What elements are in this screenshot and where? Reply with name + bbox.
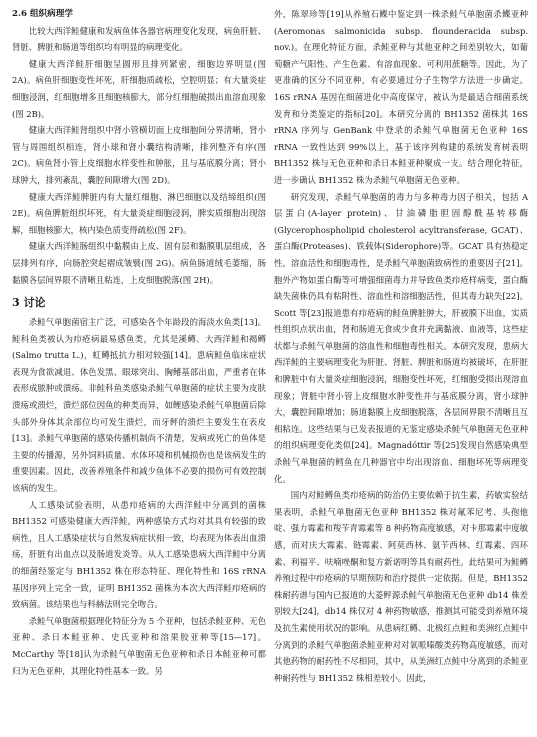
paragraph: 杀鲑气单胞菌宿主广泛，可感染各个年龄段的海淡水鱼类[13]。鲑科鱼类被认为疖疮病最易感鱼类，尤其是溪鳟、大西洋鲑和褐鳟(Salmo trutta L.)，虹鳟抵抗力相对较强[14]。患病鲑鱼临床症状表现为食欲减退、体色发黑、眼球突出、胸鳍基部出血，严重者在体表形成脓肿或溃疡。非鲑科鱼类感染杀鲑气单胞菌的症状主要为皮肤溃疡或溃烂，溃烂部位因鱼的种类而异，如鲤感染杀鲑气单胞菌后除头部外身体其余部位均可发生溃烂，而牙鲆的溃烂主要发生在表皮[13]。杀鲑气单胞菌的感染传播机制尚不清楚，发病或死亡的鱼体是主要的传播源，另外饲料质量、水体环境和机械损伤也是该病发生的重要因素。因此，改善养殖条件和减少鱼体不必要的损伤可有效控制该病的发生。	[12, 317, 266, 494]
paragraph: 健康大西洋鲑肝细胞呈圆形且排列紧密，细胞边界明显(图 2A)。病鱼肝细胞变性坏死，肝细胞质疏松，空腔明显；有大量炎症细胞浸润，红细胞增多且细胞核膨大，部分红细胞破损出血溶血现象(图 2B)。	[12, 58, 266, 119]
paragraph: 人工感染试验表明，从患疖疮病的大西洋鲑中分离到的菌株 BH1352 可感染健康大西洋鲑，两种感染方式均对其具有较强的致病性，且人工感染症状与自然发病症状相一致，均表现为体表出血溃疡，肝脏有出血点以及肠道发炎等。从人工感染患病大西洋鲑中分离的细菌经鉴定与 BH1352 株在形态特征、理化特性和 16S rRNA 基因序列上完全一致，证明 BH1352 菌株为本次大西洋鲑疖疮病的致病菌。该结果也与科赫法则完全吻合。	[12, 499, 266, 610]
paragraph: 外，陈翠珍等[19]从养殖石鲽中鉴定到一株杀鲑气单胞菌杀鲽亚种(Aeromonas salmonicida subsp. flounderacida subsp. nov.)。在理化特征方面，杀鲑亚种与其他亚种之间差别较大，如葡萄糖产气阳性、产生色素、有溶血现象、可利用蔗糖等。因此，为了更准确的区分不同亚种，有必要通过分子生物学方法进一步确定。16S rRNA 基因在细菌进化中高度保守，被认为是最适合细菌系统发育和分类鉴定的指标[20]。本研究分离的 BH1352 菌株其 16S rRNA 序列与 GenBank 中登录的杀鲑气单胞菌无色亚种 16S rRNA 一致性达到 99%以上，基于该序列构建的系统发育树表明 BH1352 株与无色亚种和杀日本鲑亚种聚成一支。结合理化特征，进一步确认 BH1352 株为杀鲑气单胞菌无色亚种。	[274, 9, 528, 185]
paragraph: 比较大西洋鲑健康和发病鱼体各器官病理变化发现，病鱼肝脏、肾脏、脾脏和肠道等组织均有明显的病理变化。	[12, 25, 266, 53]
section-heading-discussion: 3 讨论	[12, 296, 46, 310]
paragraph: 研究发现，杀鲑气单胞菌的毒力与多种毒力因子相关，包括 A 层蛋白(A-layer protein)、甘油磷脂胆固醇酰基转移酶(Glycerophospholipid cholesterol acyltransferase, GCAT)、蛋白酶(Proteases)、铁载体(Siderophore)等。GCAT 具有热稳定性，溶血活性和细胞毒性，是杀鲑气单胞菌致病性的重要因子[21]。胞外产物如蛋白酶等可增强细菌毒力并导致鱼类疖疮样病变，蛋白酶缺失菌株仍具有粘附性、溶血性和溶细胞活性，但其毒力缺失[22]。Scott 等[23]报道患有疖疮病的鲑鱼脾脏肿大，肝被膜下出血，实质性组织点状出血，肾和肠道无食或少食并充满黏液、血液等，这些症状都与杀鲑气单胞菌的溶血性和细胞毒性相关。本研究发现，患病大西洋鲑的主要病理变化为肝脏、肾脏、脾脏和肠道均被破坏，在肝脏和脾脏中有大量炎症细胞浸润，细胞变性坏死，红细胞受损出现溶血现象；肾脏中肾小管上皮细胞水肿变性并与基底膜分离，肾小球肿大，囊腔间隙增加；肠道黏膜上皮细胞脱落，各层间界限不清晰且互相粘连。这些结果与已发表报道的无鉴定感染杀鲑气单胞菌无色亚种的组织病理变化类似[24]。Magnadóttir 等[25]发现自然感染典型杀鲑气单胞菌的鳕鱼在几种器官中均出现溶血、细胞坏死等病理变化。	[274, 191, 528, 484]
paragraph: 健康大西洋鲑肠组织中黏膜由上皮、固有层和黏膜肌层组成，各层排列有序，向肠腔突起褶成皱襞(图 2G)。病鱼肠道绒毛萎缩，肠黏膜各层间界限不清晰且粘连，上皮细胞脱落(图 2H)。	[12, 241, 266, 285]
left-column	[12, 6, 266, 679]
paragraph: 杀鲑气单胞菌根据理化特征分为 5 个亚种，包括杀鲑亚种、无色亚种、杀日本鲑亚种、史氏亚种和溶果胶亚种等[15—17]。McCarthy 等[18]认为杀鲑气单胞菌无色亚种和杀日本鲑亚种可都归为无色亚种，其理化特性基本一致。另	[12, 615, 266, 676]
paragraph: 健康大西洋鲑脾脏内有大量红细胞、淋巴细胞以及结缔组织(图 2E)。病鱼脾脏组织坏死，有大量炎症细胞浸润，脾实质细胞出现溶解，细胞核膨大，核内染色质变得疏松(图 2F)。	[12, 191, 266, 235]
paragraph: 健康大西洋鲑肾组织中肾小管横切面上皮细胞间分界清晰，肾小管与周围组织相连，肾小球和肾小囊结构清晰，排列整齐有序(图 2C)。病鱼肾小管上皮细胞水样变性和肿胀，且与基底膜分离；肾小球肿大，排列紊乱，囊腔间隙增大(图 2D)。	[12, 125, 266, 185]
subsection-heading-histopathology: 2.6 组织病理学	[12, 9, 73, 19]
right-column	[274, 6, 528, 686]
paragraph: 国内对鲑鳟鱼类疖疮病的防治仍主要依赖于抗生素，药敏实验结果表明，杀鲑气单胞菌无色亚种 BH1352 株对氟苯尼考、头孢他啶、强力霉素和羧苄青霉素等 8 种药物高度敏感，对卡那霉素中度敏感，而对庆大霉素、链霉素、阿莫西林、氨苄西林、红霉素、四环素、利福平、呋喃唑酮和复方新诺明等具有耐药性。此结果可为鲑鳟养殖过程中疖疮病的早期预防和治疗提供一定依据。但是，BH1352 株耐药谱与国内已报道的大菱鲆源杀鲑气单胞菌无色亚种 db14 株差别较大[24]，db14 株仅对 4 种药物敏感，推测其可能受到养殖环境及抗生素使用状况的影响。从患病红鳟、北极红点鲑和美洲红点鲑中分离到的杀鲑气单胞菌杀鲑亚种对对氧哌嗪酸类药物高度敏感，而对其他药物的耐药性不尽相同，其中，从美洲红点鲑中分离到的杀鲑亚种耐药性与 BH1352 株相差较小。因此，	[274, 490, 528, 683]
